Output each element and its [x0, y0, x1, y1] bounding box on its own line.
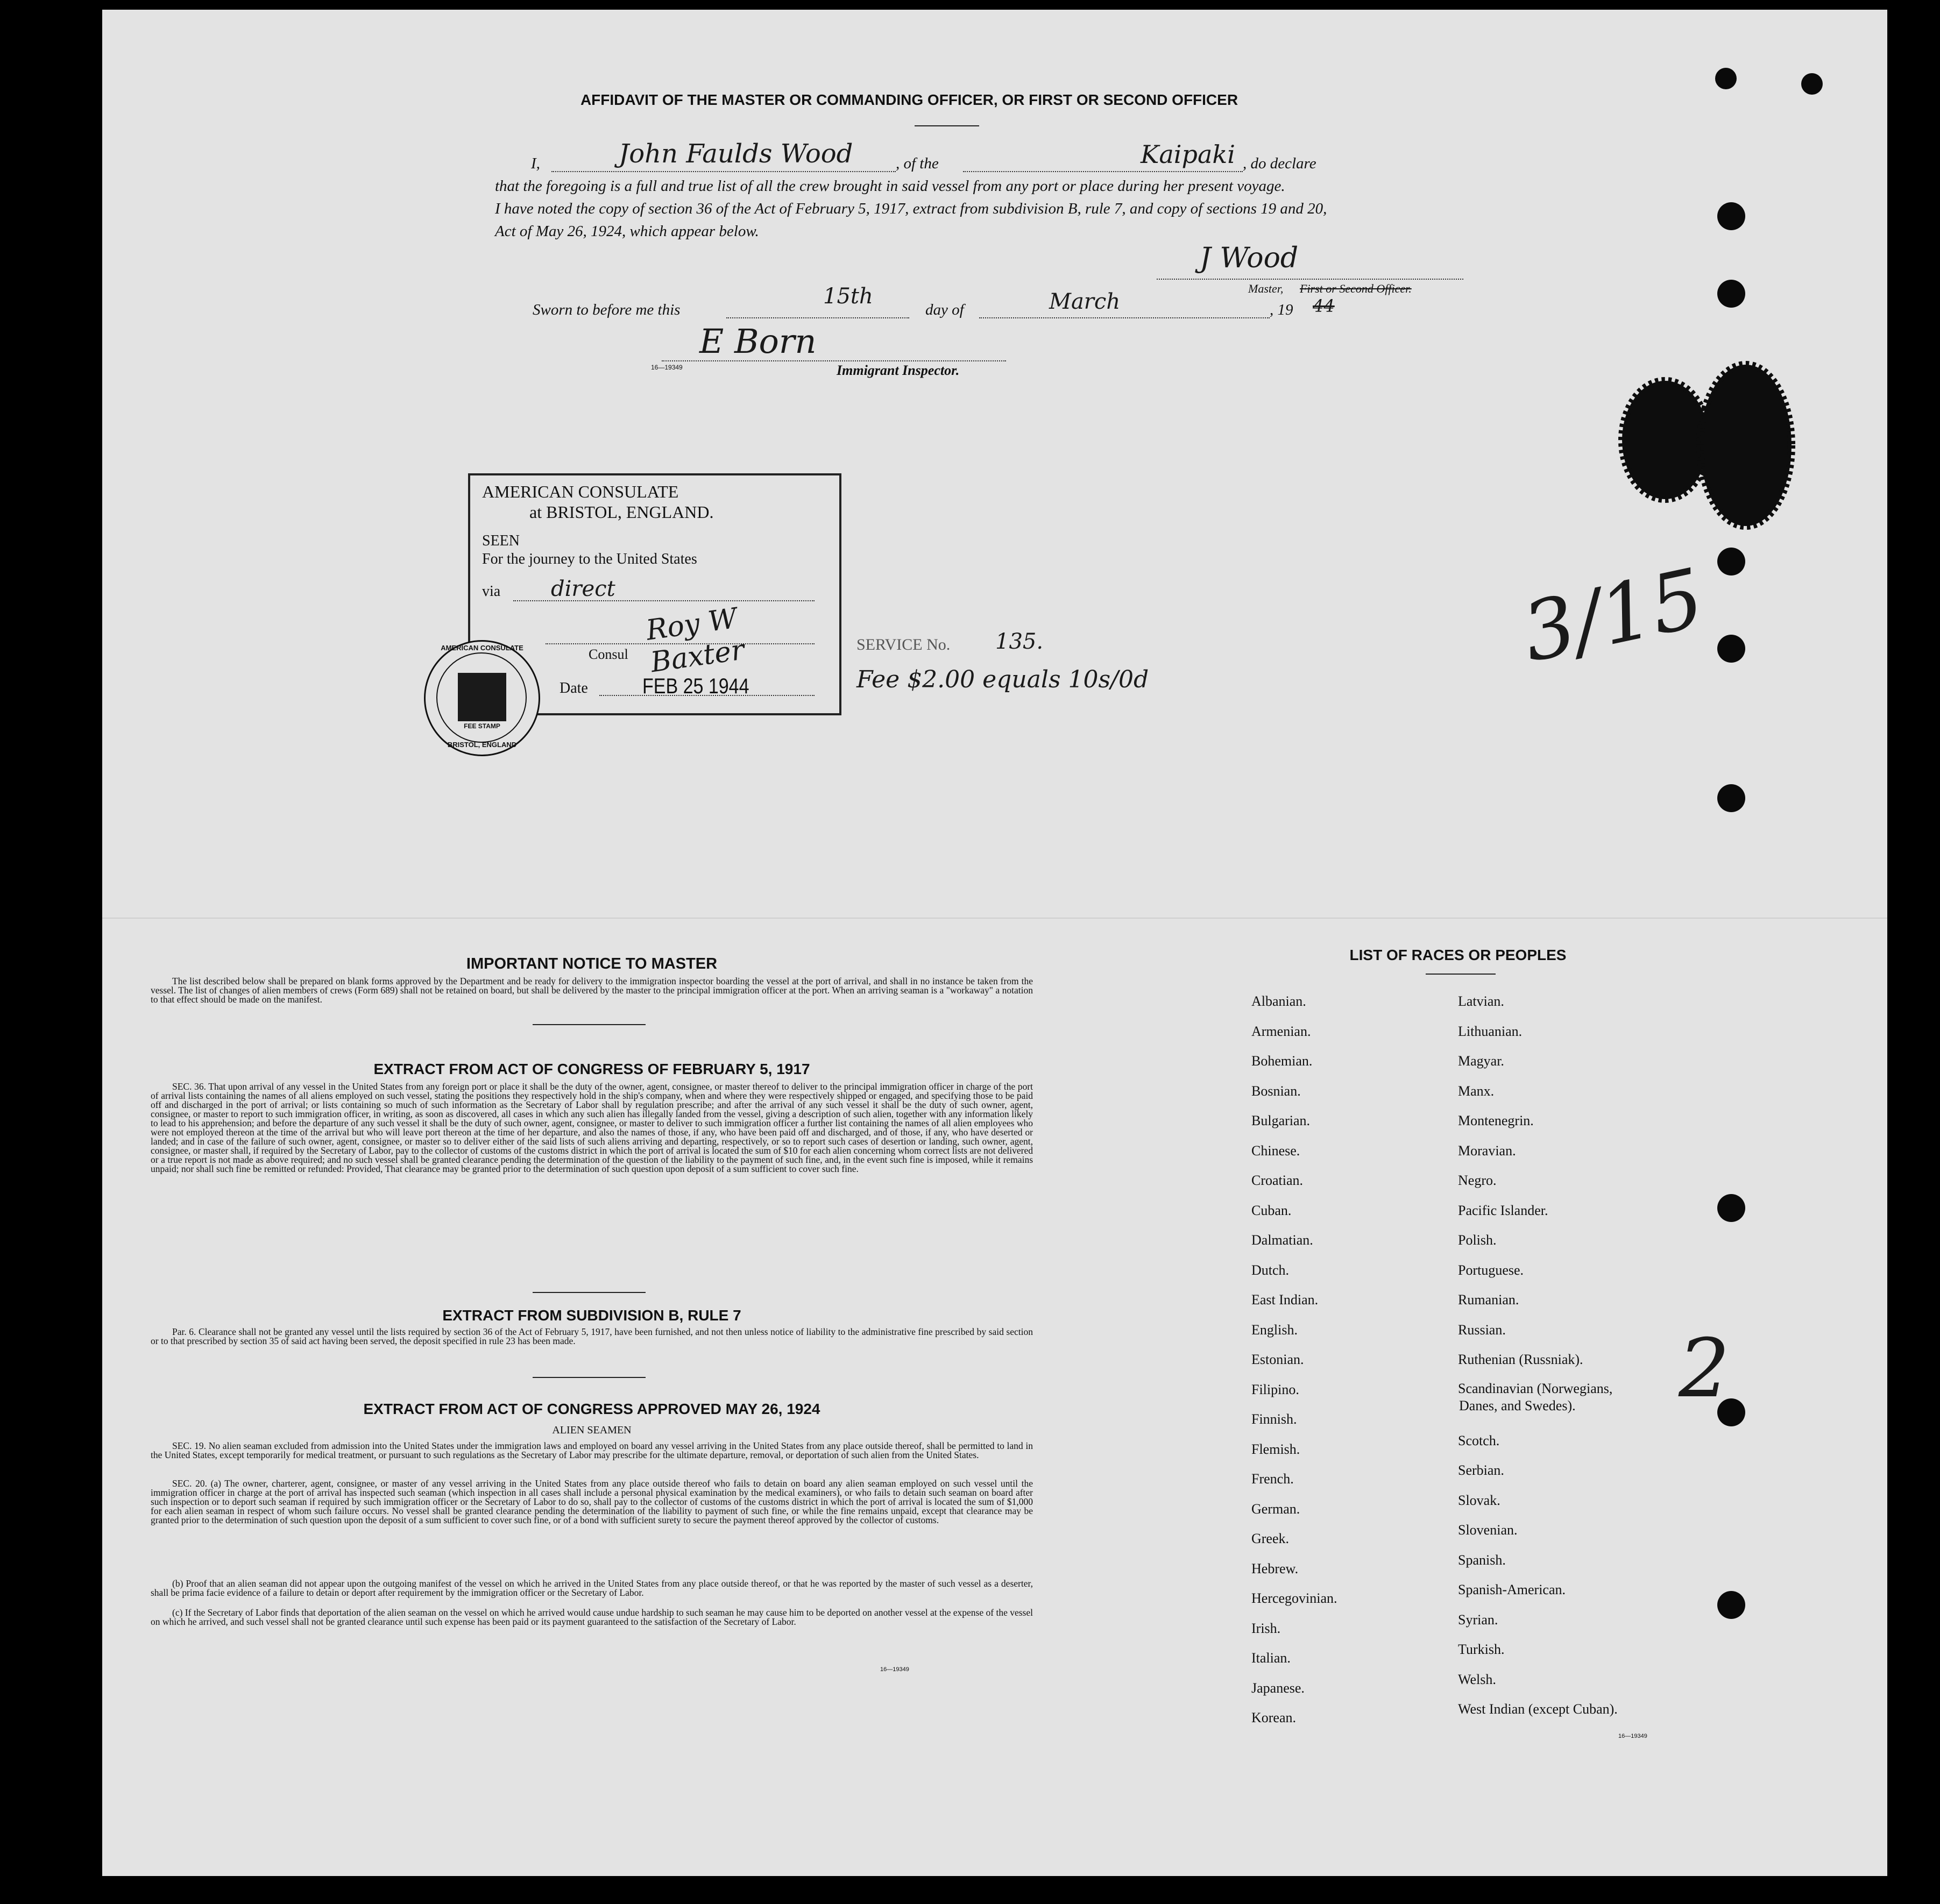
- stamp-via-label: via: [482, 583, 501, 600]
- race-item: Serbian.: [1458, 1462, 1504, 1478]
- race-item: Hercegovinian.: [1251, 1590, 1337, 1606]
- extract3-subtitle: ALIEN SEAMEN: [552, 1424, 632, 1436]
- race-item: Welsh.: [1458, 1671, 1496, 1687]
- extract3-sec20b: (b) Proof that an alien seaman did not appear upon the outgoing manifest of the vessel on which he arrived in the United States from any place outside thereof, or that he was reported by the master of such vessel as a deserter, shall be prima facie evidence of a failure to detain or deport after requirement by the immigration officer or the Secretary of Labor.: [151, 1578, 1033, 1598]
- race-item: Slovenian.: [1458, 1522, 1518, 1538]
- race-item: Lithuanian.: [1458, 1023, 1523, 1039]
- race-item: Cuban.: [1251, 1202, 1292, 1218]
- vessel-line: [963, 171, 1243, 172]
- binder-hole: [1717, 280, 1745, 308]
- margin-number: 2: [1679, 1322, 1730, 1416]
- race-item: Pacific Islander.: [1458, 1202, 1548, 1218]
- race-item: Bohemian.: [1251, 1053, 1313, 1069]
- races-left-column: [1251, 986, 1337, 1733]
- stamp-seen: SEEN: [482, 532, 520, 549]
- master-label: Master,: [1248, 282, 1284, 295]
- race-item: Latvian.: [1458, 993, 1504, 1009]
- race-item: Portuguese.: [1458, 1262, 1524, 1278]
- race-item: Manx.: [1458, 1083, 1495, 1099]
- race-item: Japanese.: [1251, 1680, 1305, 1696]
- race-item: Flemish.: [1251, 1441, 1300, 1457]
- notice-title: IMPORTANT NOTICE TO MASTER: [466, 955, 718, 972]
- race-item: Danes, and Swedes).: [1459, 1397, 1576, 1413]
- race-item: Bulgarian.: [1251, 1113, 1311, 1128]
- race-item: Syrian.: [1458, 1611, 1498, 1628]
- race-item: Dalmatian.: [1251, 1232, 1313, 1248]
- races-right-column: [1458, 986, 1618, 1724]
- race-item: English.: [1251, 1322, 1298, 1338]
- inspector-label: Immigrant Inspector.: [837, 363, 960, 378]
- extract3-title: EXTRACT FROM ACT OF CONGRESS APPROVED MAY 26, 1924: [363, 1401, 820, 1417]
- document-page: [102, 10, 1887, 1876]
- do-declare-label: , do declare: [1243, 155, 1316, 172]
- binder-hole: [1717, 635, 1745, 663]
- stamp-date-label: Date: [560, 680, 588, 697]
- sworn-day: 15th: [823, 284, 873, 309]
- margin-fraction: 3/15: [1514, 551, 1712, 681]
- binder-hole: [1717, 784, 1745, 812]
- stamp-journey: For the journey to the United States: [482, 551, 697, 567]
- extract2-title: EXTRACT FROM SUBDIVISION B, RULE 7: [442, 1307, 741, 1324]
- race-item: Filipino.: [1251, 1381, 1299, 1397]
- master-signature: J Wood: [1200, 242, 1299, 274]
- fee-stamp-seal: [424, 640, 540, 756]
- binder-hole: [1715, 68, 1737, 89]
- race-item: Greek.: [1251, 1531, 1290, 1546]
- race-item: Montenegrin.: [1458, 1113, 1534, 1128]
- sworn-month: March: [1049, 289, 1121, 314]
- extract3-sec19: SEC. 19. No alien seaman excluded from admission into the United States under the immigration laws and employed on board any vessel arriving in the United States from any place outside thereof, shall be permitted to land in the United States, except temporarily for medical treatment, or pursuant to such regulations as the Secretary of Labor may prescribe for the ultimate departure, removal, or deportation of such alien from the United States.: [151, 1440, 1033, 1460]
- race-item: Magyar.: [1458, 1053, 1504, 1069]
- race-item: Ruthenian (Russniak).: [1458, 1352, 1583, 1367]
- race-item: East Indian.: [1251, 1292, 1319, 1308]
- race-item: Albanian.: [1251, 993, 1306, 1009]
- race-item: Spanish-American.: [1458, 1582, 1566, 1597]
- race-item: Armenian.: [1251, 1023, 1311, 1039]
- race-item: Estonian.: [1251, 1352, 1304, 1367]
- sworn-month-line: [979, 317, 1270, 318]
- affidavit-line4: Act of May 26, 1924, which appear below.: [495, 223, 759, 240]
- race-item: Scandinavian (Norwegians,: [1458, 1380, 1613, 1396]
- divider: [915, 125, 979, 126]
- name-line: [551, 171, 896, 172]
- binder-hole: [1717, 1194, 1745, 1222]
- affidavit-line2: that the foregoing is a full and true list of all the crew brought in said vessel from any port or place during her present voyage.: [495, 177, 1285, 195]
- race-item: Hebrew.: [1251, 1560, 1299, 1576]
- race-item: Croatian.: [1251, 1173, 1304, 1188]
- binder-hole: [1717, 202, 1745, 230]
- of-the-label: , of the: [896, 155, 939, 172]
- race-item: Bosnian.: [1251, 1083, 1301, 1099]
- race-item: Spanish.: [1458, 1552, 1506, 1568]
- divider: [533, 1024, 646, 1025]
- sworn-day-line: [726, 317, 909, 318]
- day-of-label: day of: [925, 301, 964, 318]
- fee-note: Fee $2.00 equals 10s/0d: [856, 666, 1149, 693]
- race-item: Italian.: [1251, 1650, 1291, 1666]
- race-item: German.: [1251, 1501, 1300, 1517]
- race-item: Slovak.: [1458, 1492, 1500, 1508]
- seal-top-text: AMERICAN CONSULATE: [441, 644, 523, 652]
- extract1-title: EXTRACT FROM ACT OF CONGRESS OF FEBRUARY 5, 1917: [373, 1061, 810, 1077]
- binder-hole: [1717, 1591, 1745, 1619]
- race-item: Finnish.: [1251, 1411, 1297, 1427]
- inspector-line: [662, 360, 1006, 361]
- extract2-body: Par. 6. Clearance shall not be granted any vessel until the lists required by section 36 of the Act of February 5, 1917, have been furnished, and not then unless notice of liability to the administrative fine prescribed by said section or to that prescribed by section 35 of said act having been served, the deposit specified in rule 23 has been made.: [151, 1326, 1033, 1346]
- fee-stamp-image: [458, 673, 506, 721]
- stamp-date-value: FEB 25 1944: [642, 674, 749, 698]
- service-number: 135.: [995, 629, 1044, 654]
- wax-seal-marks: [1614, 349, 1797, 564]
- stamp-line2: at BRISTOL, ENGLAND.: [529, 502, 714, 522]
- master-name: John Faulds Wood: [619, 139, 853, 169]
- race-item: French.: [1251, 1471, 1294, 1487]
- extract3-sec20c: (c) If the Secretary of Labor finds that deportation of the alien seaman on the vessel on which he arrived would cause undue hardship to such seaman he may cause him to be deported on another vessel at the expense of the vessel on which he arrived, and such vessel shall not be granted clearance until such expense has been paid or its payment guaranteed to the satisfaction of the Secretary of Labor.: [151, 1607, 1033, 1627]
- divider: [1426, 974, 1496, 975]
- races-form-number: 16—19349: [1618, 1733, 1647, 1739]
- race-item: Polish.: [1458, 1232, 1497, 1248]
- stamp-via-value: direct: [551, 577, 615, 601]
- race-item: Irish.: [1251, 1620, 1281, 1636]
- extract3-sec20a: SEC. 20. (a) The owner, charterer, agent, consignee, or master of any vessel arriving in the United States from any place outside thereof who fails to detain on board any alien seaman employed on such vessel until the immigration officer in charge at the port of arrival has inspected such seaman (which inspection in all cases shall include a personal physical examination by the medical examiners), or who fails to detain such seaman on board after such inspection or to deport such seaman if required by such immigration officer or the Secretary of Labor to do so, shall pay to the collector of customs of the customs district in which the port of arrival is located the sum of $1,000 for each alien seaman in respect of whom such failure occurs. No vessel shall be granted clearance pending the determination of the liability to payment of such fine, or while the fine remains unpaid, except that clearance may be granted prior to the determination of such question upon the deposit of a sum sufficient to cover such fine, or of a bond with sufficient surety to secure the payment thereof approved by the collector of customs.: [151, 1478, 1033, 1525]
- race-item: Chinese.: [1251, 1142, 1300, 1159]
- affidavit-i-label: I,: [531, 155, 540, 172]
- race-item: Rumanian.: [1458, 1292, 1519, 1308]
- stamp-line1: AMERICAN CONSULATE: [482, 482, 679, 501]
- seal-center-text: FEE STAMP: [464, 722, 500, 730]
- year-prefix: , 19: [1270, 301, 1293, 318]
- seal-bottom-text: BRISTOL, ENGLAND: [447, 741, 517, 749]
- binder-hole: [1801, 73, 1823, 95]
- race-item: Moravian.: [1458, 1142, 1516, 1159]
- race-item: Scotch.: [1458, 1432, 1500, 1448]
- vessel-name: Kaipaki: [1141, 140, 1235, 169]
- extract1-body: SEC. 36. That upon arrival of any vessel in the United States from any foreign port or place it shall be the duty of the owner, agent, consignee, or master thereof to deliver to the principal immigration officer in charge of the port of arrival lists containing the names of all aliens employed on such vessel, stating the positions they respectively hold in the ship's company, when and where they were respectively shipped or engaged, and specifying those to be paid off and discharged in the port of arrival; or lists containing so much of such information as the Secretary of Labor shall by regulation prescribe; and after the arrival of any such vessel it shall be the duty of such owner, agent, consignee, or master to report to such immigration officer, in writing, as soon as discovered, all cases in which any such alien has illegally landed from the vessel, giving a description of such alien, together with any information likely to lead to his apprehension; and before the departure of any such vessel it shall be the duty of such owner, agent, consignee, or master to deliver to such immigration officer a further list containing the names of all alien employees who were not employed thereon at the time of the arrival but who will leave port thereon at the time of her departure, and also the names of those, if any, who have been paid off and discharged, and of those, if any, who have deserted or landed; and in case of the failure of such owner, agent, consignee, or master so to deliver either of the said lists of such aliens arriving and departing, respectively, or so to report such cases of desertion or landing, such owner, agent, consignee, or master shall, if required by the Secretary of Labor, pay to the collector of customs of the customs district in which the port of arrival is located the sum of $10 for each alien concerning whom correct lists are not delivered or a true report is not made as above required; and no such vessel shall be granted clearance pending the determination of the question of the liability to the payment of such fine, and, in the event such fine is imposed, while it remains unpaid; nor shall such fine be remitted or refunded: Provided, That clearance may be granted prior to the determination of such question upon deposit of a sum sufficient to cover such fine.: [151, 1081, 1033, 1174]
- sworn-label: Sworn to before me this: [533, 301, 681, 318]
- notice-body: The list described below shall be prepared on blank forms approved by the Department and be ready for delivery to the immigration inspector boarding the vessel at the port of arrival, and shall in no instance be taken from the vessel. The list of changes of alien members of crews (Form 689) shall not be retained on board, but shall be delivered by the master to the principal immigration officer at the port. When an arriving seaman is a "workaway" a notation to that effect should be made on the manifest.: [151, 976, 1033, 1005]
- fold-line: [102, 918, 1887, 919]
- sworn-year: 44: [1313, 296, 1335, 316]
- race-item: West Indian (except Cuban).: [1458, 1701, 1618, 1717]
- divider: [533, 1292, 646, 1293]
- race-item: Korean.: [1251, 1710, 1297, 1725]
- form-number: 16—19349: [651, 364, 683, 371]
- divider: [533, 1377, 646, 1378]
- race-item: Dutch.: [1251, 1262, 1290, 1278]
- races-title: LIST OF RACES OR PEOPLES: [1349, 947, 1567, 963]
- service-label: SERVICE No.: [856, 636, 951, 653]
- race-item: Russian.: [1458, 1322, 1506, 1338]
- race-item: Turkish.: [1458, 1642, 1505, 1657]
- race-item: Negro.: [1458, 1173, 1497, 1188]
- notice-form-number: 16—19349: [880, 1666, 909, 1673]
- officer-label-struck: First or Second Officer.: [1300, 282, 1412, 295]
- stamp-consul-label: Consul: [589, 646, 628, 662]
- affidavit-title: AFFIDAVIT OF THE MASTER OR COMMANDING OFFICER, OR FIRST OR SECOND OFFICER: [580, 91, 1238, 108]
- signature-line: [1157, 279, 1463, 280]
- inspector-signature: E Born: [699, 322, 817, 361]
- consul-signature: Roy W Baxter: [644, 602, 747, 679]
- affidavit-line3: I have noted the copy of section 36 of the Act of February 5, 1917, extract from subdivision B, rule 7, and copy of sections 19 and 20,: [495, 200, 1327, 217]
